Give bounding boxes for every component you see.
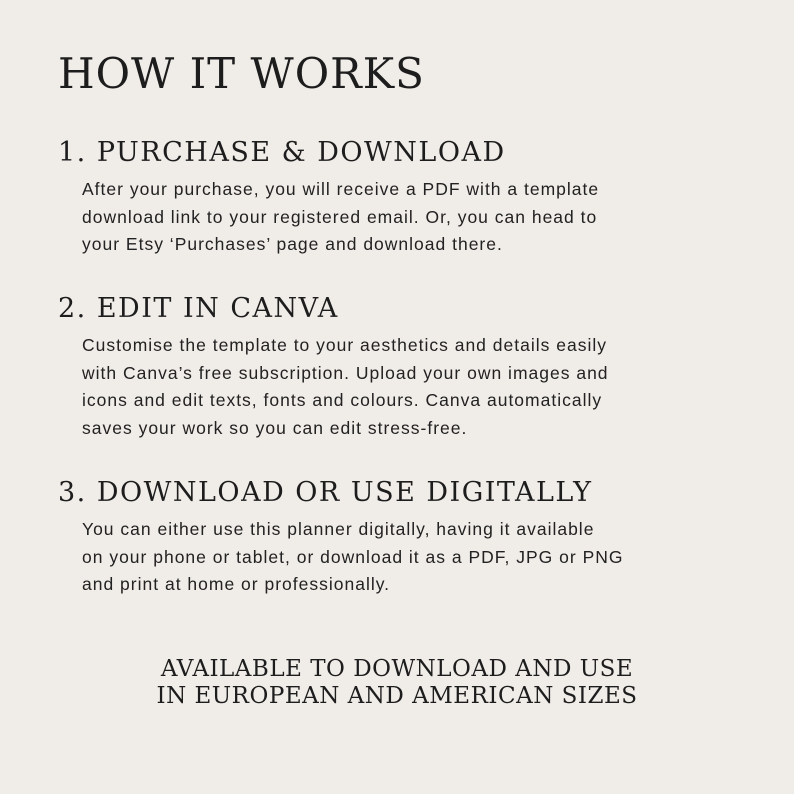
step-title: 3. DOWNLOAD OR USE DIGITALLY — [58, 477, 593, 508]
step-description — [82, 332, 748, 442]
availability-note — [0, 656, 794, 710]
availability-note-line: AVAILABLE TO DOWNLOAD AND USE — [160, 656, 634, 682]
step-title: 1. PURCHASE & DOWNLOAD — [58, 137, 506, 168]
step-download-or-use-digitally — [58, 476, 748, 599]
step-description-line: icons and edit texts, fonts and colours. Canva automatically — [82, 390, 603, 410]
step-description-line: on your phone or tablet, or download it as a PDF, JPG or PNG — [82, 546, 624, 567]
step-description-line: with Canva’s free subscription. Upload your own images and — [82, 362, 609, 383]
step-description-line: You can either use this planner digitally, having it available — [82, 519, 595, 539]
step-description — [82, 176, 748, 259]
step-description — [82, 516, 748, 599]
step-description-line: saves your work so you can edit stress-free. — [82, 417, 468, 438]
step-description-line: Customise the template to your aesthetics and details easily — [82, 335, 607, 355]
step-purchase-download — [58, 136, 748, 259]
step-edit-in-canva — [58, 292, 748, 442]
step-description-line: and print at home or professionally. — [82, 574, 391, 594]
step-description-line: your Etsy ‘Purchases’ page and download there. — [82, 234, 503, 254]
page-title: HOW IT WORKS — [58, 49, 425, 98]
step-description-line: After your purchase, you will receive a PDF with a template — [82, 179, 600, 199]
step-description-line: download link to your registered email. Or, you can head to — [82, 206, 598, 227]
availability-note-line: IN EUROPEAN AND AMERICAN SIZES — [156, 683, 638, 709]
step-title: 2. EDIT IN CANVA — [58, 293, 339, 324]
